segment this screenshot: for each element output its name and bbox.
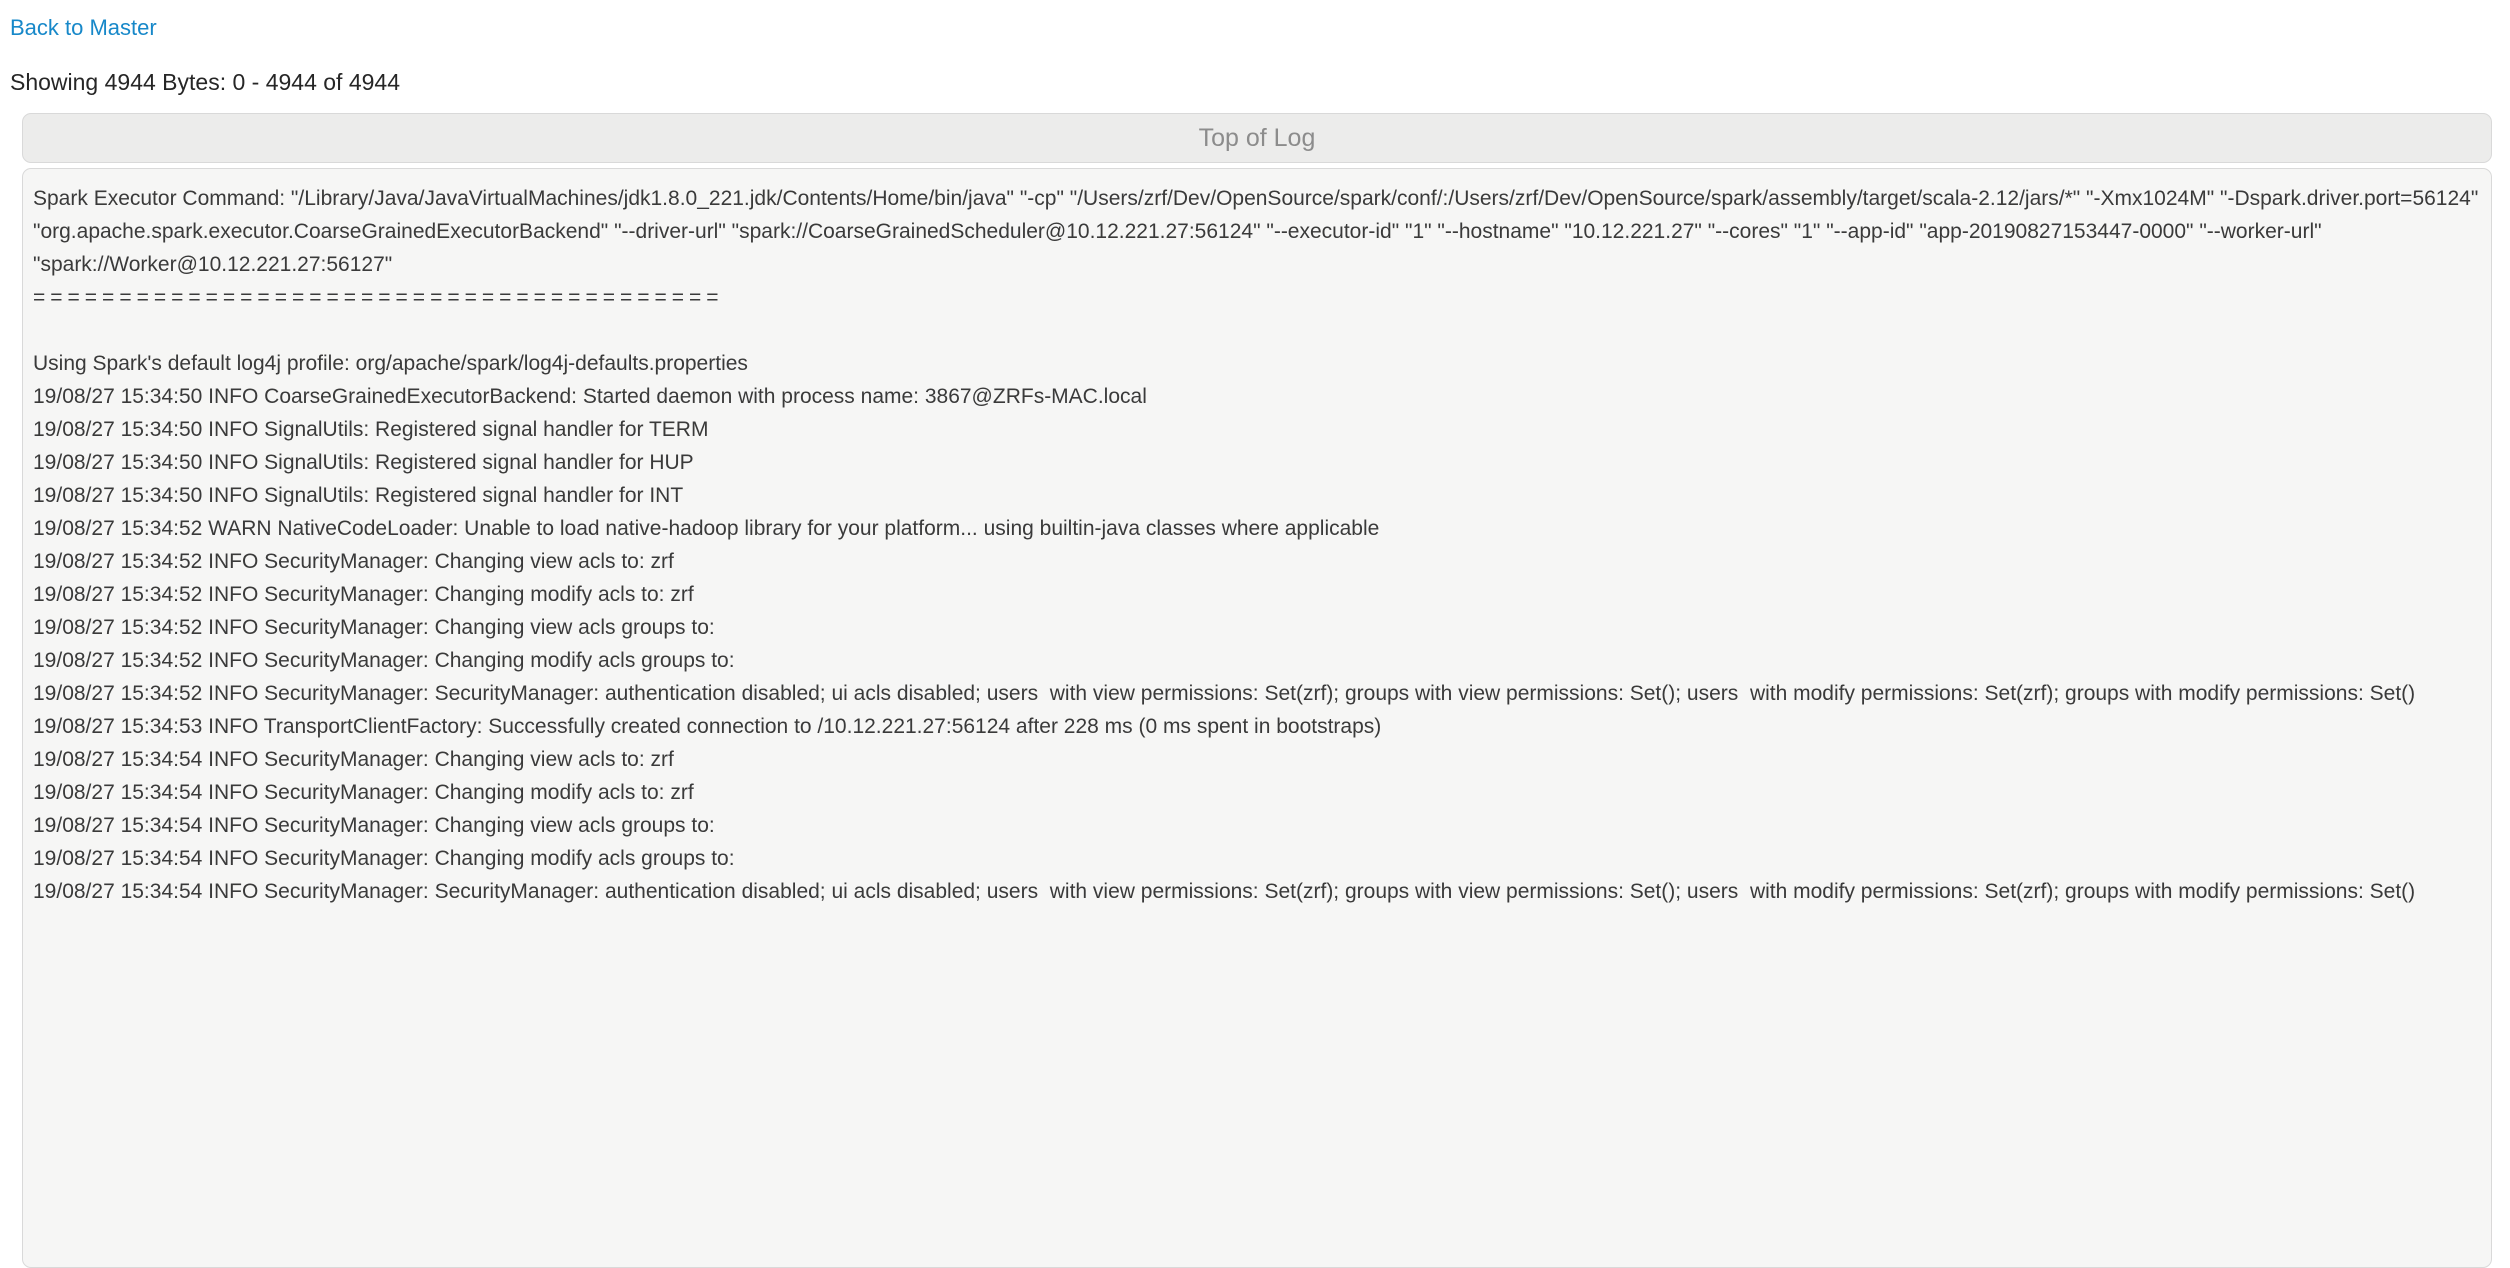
log-line: 19/08/27 15:34:50 INFO SignalUtils: Registered signal handler for INT — [33, 484, 684, 507]
log-line: 19/08/27 15:34:52 WARN NativeCodeLoader: Unable to load native-hadoop library for your platform... using builtin-java classes where applicable — [33, 517, 1380, 540]
log-line: Using Spark's default log4j profile: org/apache/spark/log4j-defaults.properties — [33, 352, 748, 375]
log-line: 19/08/27 15:34:52 INFO SecurityManager: SecurityManager: authentication disabled; ui acls disabled; users with view permissions: Set(zrf); groups with view permissions: Set(); users with modify permissions: Set(zrf); groups with modify permissions: Set() — [33, 682, 2416, 705]
top-of-log-label: Top of Log — [1198, 124, 1316, 152]
top-of-log-bar — [22, 113, 2492, 163]
log-section — [22, 113, 2492, 1268]
log-line: 19/08/27 15:34:54 INFO SecurityManager: Changing modify acls groups to: — [33, 847, 741, 870]
log-line: Spark Executor Command: "/Library/Java/JavaVirtualMachines/jdk1.8.0_221.jdk/Contents/Home/bin/java" "-cp" "/Users/zrf/Dev/OpenSource/spark/conf/:/Users/zrf/Dev/OpenSource/spark/assembly/target/scala-2.12/jars/*" "-Xmx1024M" "-Dspark.driver.port=56124" "org.apache.spark.executor.CoarseGrainedExecutorBackend" "--driver-url" "spark://CoarseGrainedScheduler@10.12.221.27:56124" "--executor-id" "1" "--hostname" "10.12.221.27" "--cores" "1" "--app-id" "app-20190827153447-0000" "--worker-url" "spark://Worker@10.12.221.27:56127" — [33, 187, 2485, 276]
byte-range-label: Showing 4944 Bytes: 0 - 4944 of 4944 — [10, 69, 401, 95]
back-to-master-link[interactable]: Back to Master — [10, 15, 157, 40]
log-line: ======================================== — [33, 286, 724, 309]
log-line: 19/08/27 15:34:52 INFO SecurityManager: Changing view acls to: zrf — [33, 550, 674, 573]
log-line: 19/08/27 15:34:50 INFO SignalUtils: Registered signal handler for TERM — [33, 418, 709, 441]
page-header — [0, 0, 2510, 96]
log-line: 19/08/27 15:34:54 INFO SecurityManager: Changing modify acls to: zrf — [33, 781, 694, 804]
log-line — [33, 314, 2481, 347]
log-line: 19/08/27 15:34:50 INFO SignalUtils: Registered signal handler for HUP — [33, 451, 694, 474]
log-line: 19/08/27 15:34:54 INFO SecurityManager: SecurityManager: authentication disabled; ui acls disabled; users with view permissions: Set(zrf); groups with view permissions: Set(); users with modify permissions: Set(zrf); groups with modify permissions: Set() — [33, 880, 2416, 903]
log-line: 19/08/27 15:34:54 INFO SecurityManager: Changing view acls groups to: — [33, 814, 721, 837]
log-line: 19/08/27 15:34:52 INFO SecurityManager: Changing modify acls to: zrf — [33, 583, 694, 606]
log-line: 19/08/27 15:34:50 INFO CoarseGrainedExecutorBackend: Started daemon with process name: 3867@ZRFs-MAC.local — [33, 385, 1147, 408]
log-line: 19/08/27 15:34:53 INFO TransportClientFactory: Successfully created connection to /10.12.221.27:56124 after 228 ms (0 ms spent in bootstraps) — [33, 715, 1382, 738]
log-line: 19/08/27 15:34:52 INFO SecurityManager: Changing modify acls groups to: — [33, 649, 741, 672]
log-line: 19/08/27 15:34:52 INFO SecurityManager: Changing view acls groups to: — [33, 616, 721, 639]
log-content[interactable] — [22, 168, 2492, 1268]
log-line: 19/08/27 15:34:54 INFO SecurityManager: Changing view acls to: zrf — [33, 748, 674, 771]
